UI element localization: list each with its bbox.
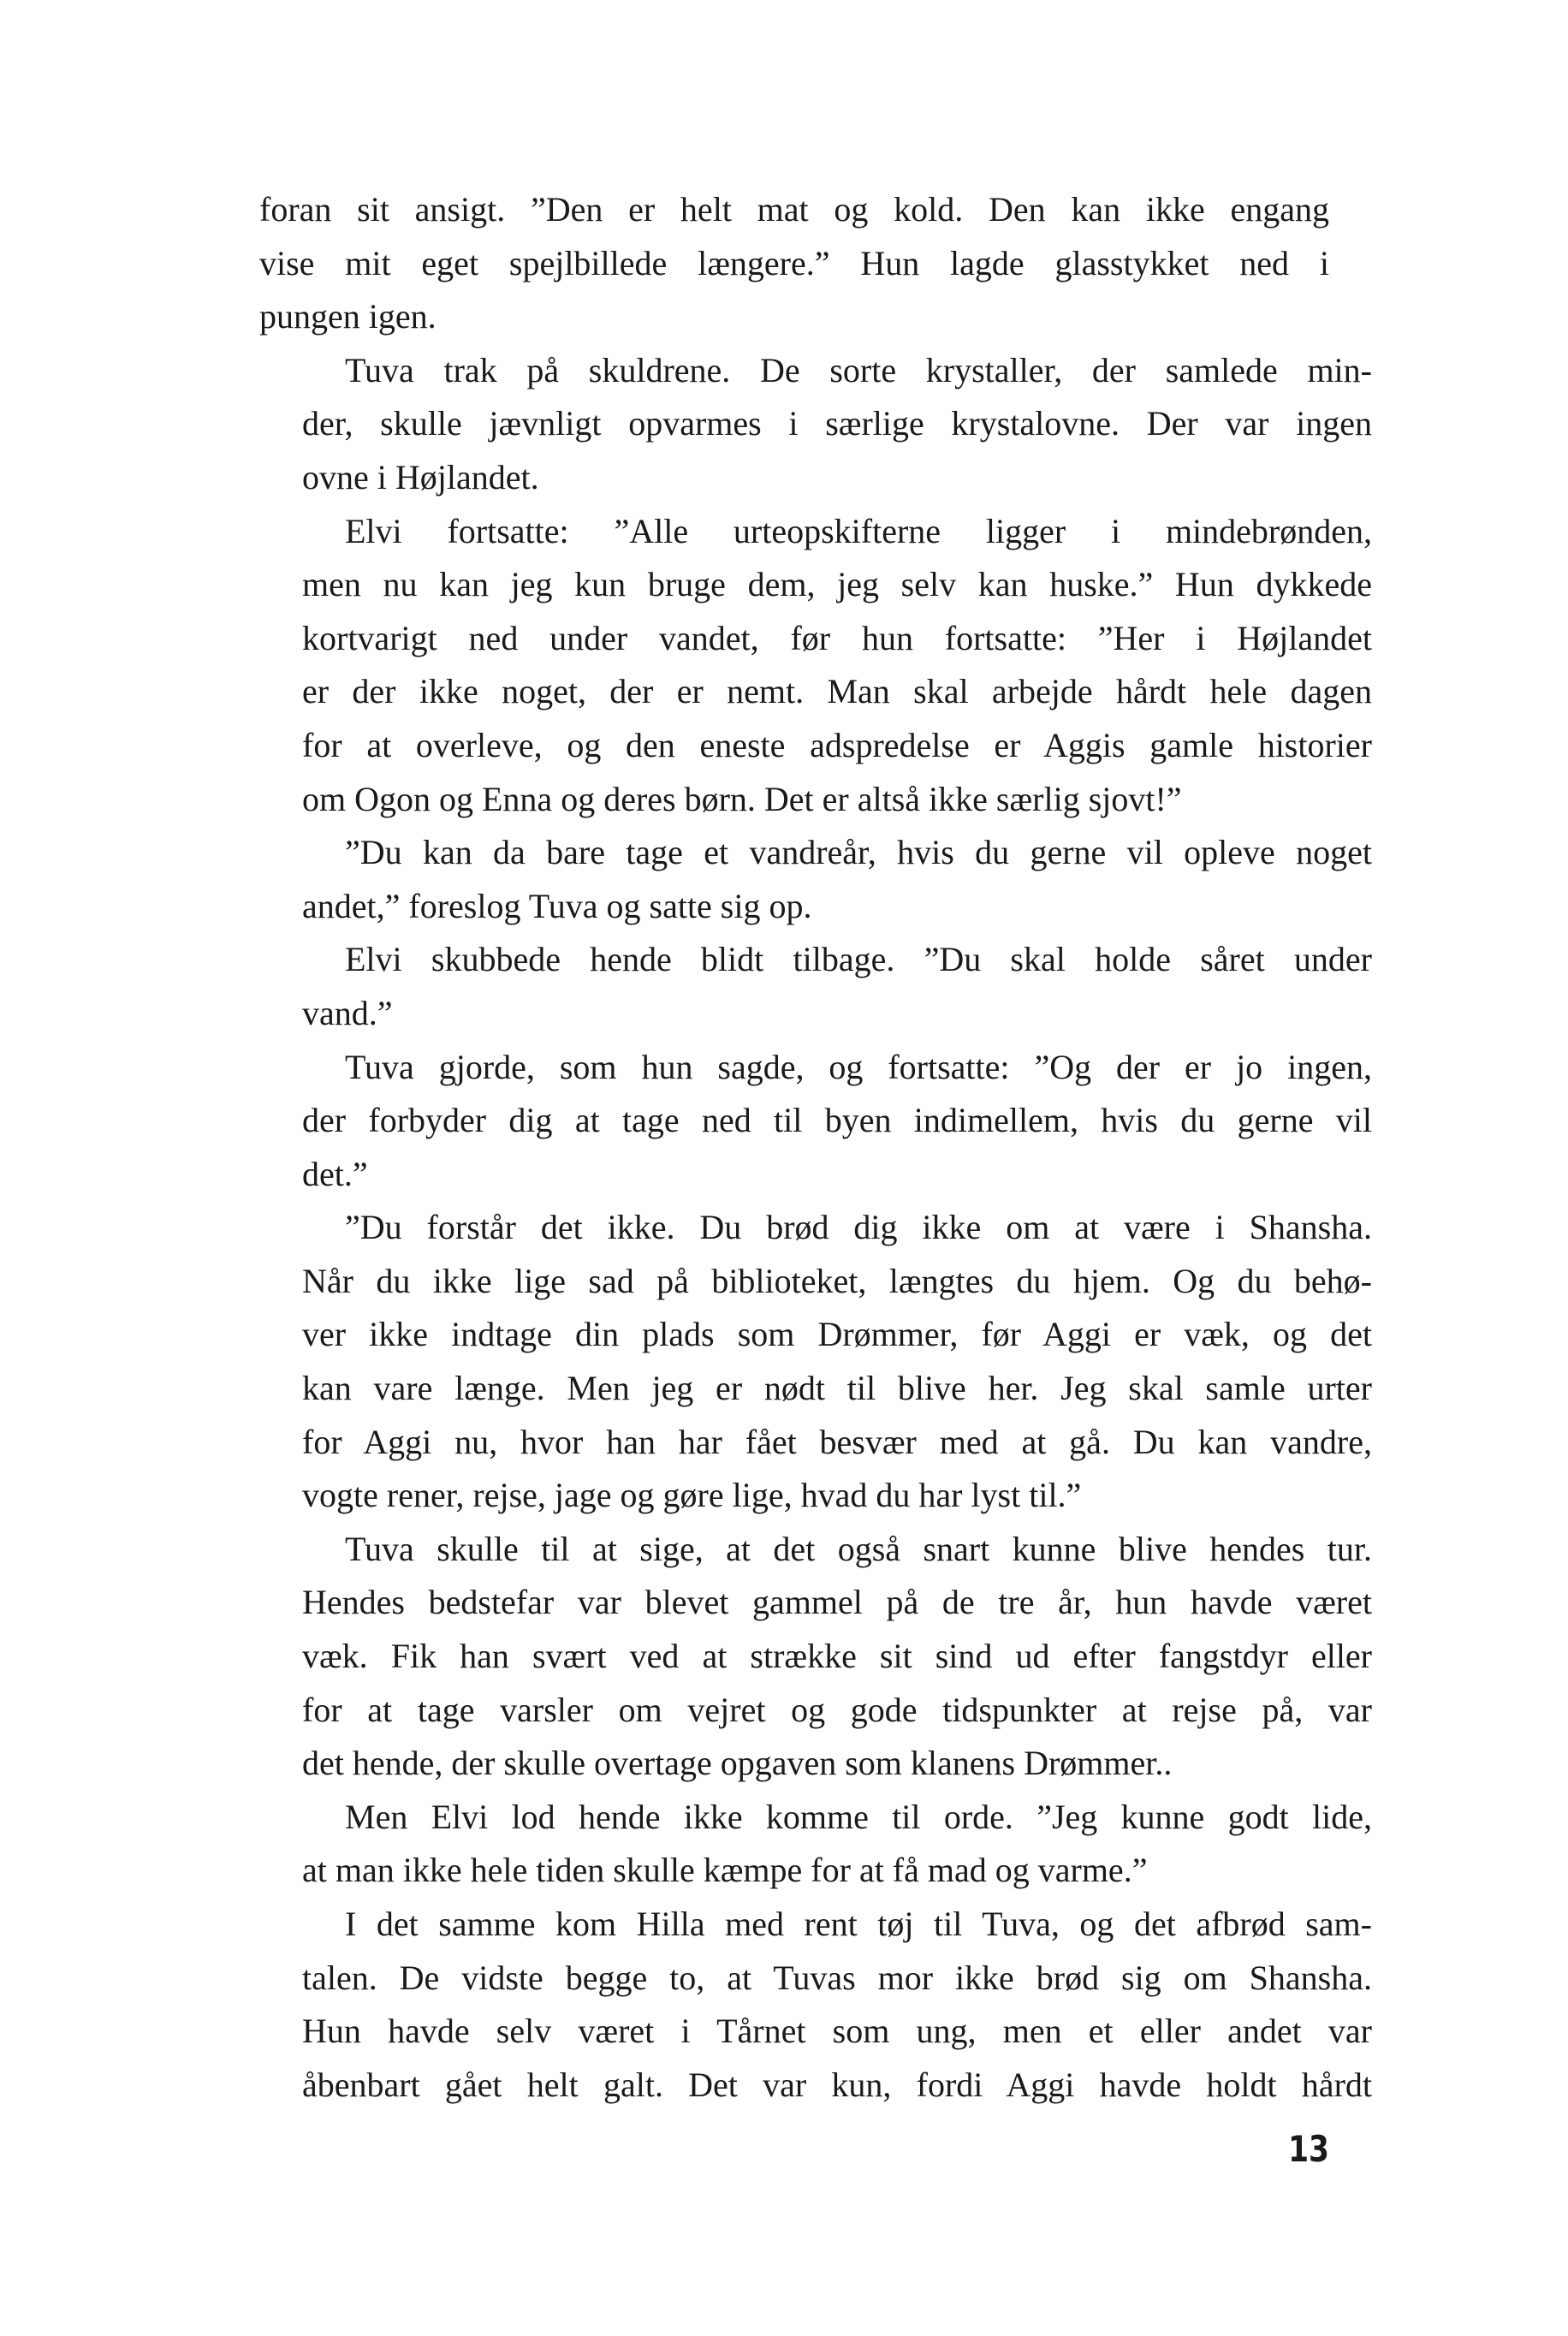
text-line: men nu kan jeg kun bruge dem, jeg selv kan huske.” Hun dykkede xyxy=(302,565,1372,604)
text-line: vise mit eget spejlbillede længere.” Hun lagde glasstykket ned i xyxy=(259,243,1329,282)
paragraph xyxy=(259,1523,1372,1791)
text-line: det hende, der skulle overtage opgaven som klanens Drømmer.. xyxy=(302,1744,1173,1783)
text-line: Elvi fortsatte: ”Alle urteopskifterne ligger i mindebrønden, xyxy=(345,511,1372,550)
paragraph xyxy=(259,933,1372,1040)
text-line: Elvi skubbede hende blidt tilbage. ”Du skal holde såret under xyxy=(345,940,1372,979)
text-line: det.” xyxy=(302,1154,368,1193)
paragraph xyxy=(259,1898,1372,2112)
text-line: ”Du kan da bare tage et vandreår, hvis du gerne vil opleve noget xyxy=(345,833,1372,872)
paragraph xyxy=(259,505,1372,827)
text-line: der forbyder dig at tage ned til byen indimellem, hvis du gerne vil xyxy=(302,1101,1372,1140)
text-line: for Aggi nu, hvor han har fået besvær med at gå. Du kan vandre, xyxy=(302,1422,1372,1461)
paragraph xyxy=(259,1041,1372,1202)
text-line: ovne i Højlandet. xyxy=(302,457,539,496)
paragraph xyxy=(259,1201,1372,1523)
text-line: Men Elvi lod hende ikke komme til orde. ”Jeg kunne godt lide, xyxy=(345,1797,1372,1836)
text-line: talen. De vidste begge to, at Tuvas mor ikke brød sig om Shansha. xyxy=(302,1958,1372,1997)
text-line: for at overleve, og den eneste adspredelse er Aggis gamle historier xyxy=(302,725,1372,764)
text-line: Tuva trak på skuldrene. De sorte krystaller, der samlede min- xyxy=(345,350,1372,389)
text-line: andet,” foreslog Tuva og satte sig op. xyxy=(302,886,812,925)
text-line: vand.” xyxy=(302,993,393,1032)
text-line: ver ikke indtage din plads som Drømmer, før Aggi er væk, og det xyxy=(302,1315,1372,1354)
paragraph xyxy=(259,344,1372,505)
text-line: I det samme kom Hilla med rent tøj til Tuva, og det afbrød sam- xyxy=(345,1905,1372,1943)
text-line: pungen igen. xyxy=(259,297,437,336)
text-line: Tuva gjorde, som hun sagde, og fortsatte: ”Og der er jo ingen, xyxy=(345,1047,1372,1086)
text-line: for at tage varsler om vejret og gode tidspunkter at rejse på, var xyxy=(302,1690,1372,1729)
text-line: væk. Fik han svært ved at strække sit sind ud efter fangstdyr eller xyxy=(302,1637,1372,1676)
text-line: ”Du forstår det ikke. Du brød dig ikke om at være i Shansha. xyxy=(345,1208,1372,1247)
text-line: der, skulle jævnligt opvarmes i særlige krystalovne. Der var ingen xyxy=(302,404,1372,443)
text-line: kortvarigt ned under vandet, før hun fortsatte: ”Her i Højlandet xyxy=(302,618,1372,657)
text-line: Tuva skulle til at sige, at det også snart kunne blive hendes tur. xyxy=(345,1529,1372,1568)
paragraph xyxy=(259,183,1329,344)
text-line: Når du ikke lige sad på biblioteket, længtes du hjem. Og du behø- xyxy=(302,1261,1372,1300)
body-text xyxy=(259,183,1372,2112)
paragraph xyxy=(259,826,1372,933)
text-line: åbenbart gået helt galt. Det var kun, fordi Aggi havde holdt hårdt xyxy=(302,2065,1372,2104)
paragraph xyxy=(259,1791,1372,1898)
text-line: om Ogon og Enna og deres børn. Det er altså ikke særlig sjovt!” xyxy=(302,779,1182,818)
text-line: vogte rener, rejse, jage og gøre lige, hvad du har lyst til.” xyxy=(302,1476,1082,1515)
text-line: Hun havde selv været i Tårnet som ung, men et eller andet var xyxy=(302,2012,1372,2051)
text-line: at man ikke hele tiden skulle kæmpe for at få mad og varme.” xyxy=(302,1851,1148,1890)
text-line: kan vare længe. Men jeg er nødt til blive her. Jeg skal samle urter xyxy=(302,1369,1372,1408)
page-number: 13 xyxy=(1288,2128,1329,2170)
text-line: foran sit ansigt. ”Den er helt mat og kold. Den kan ikke engang xyxy=(259,190,1329,229)
text-line: er der ikke noget, der er nemt. Man skal arbejde hårdt hele dagen xyxy=(302,672,1372,711)
text-line: Hendes bedstefar var blevet gammel på de tre år, hun havde været xyxy=(302,1583,1372,1622)
